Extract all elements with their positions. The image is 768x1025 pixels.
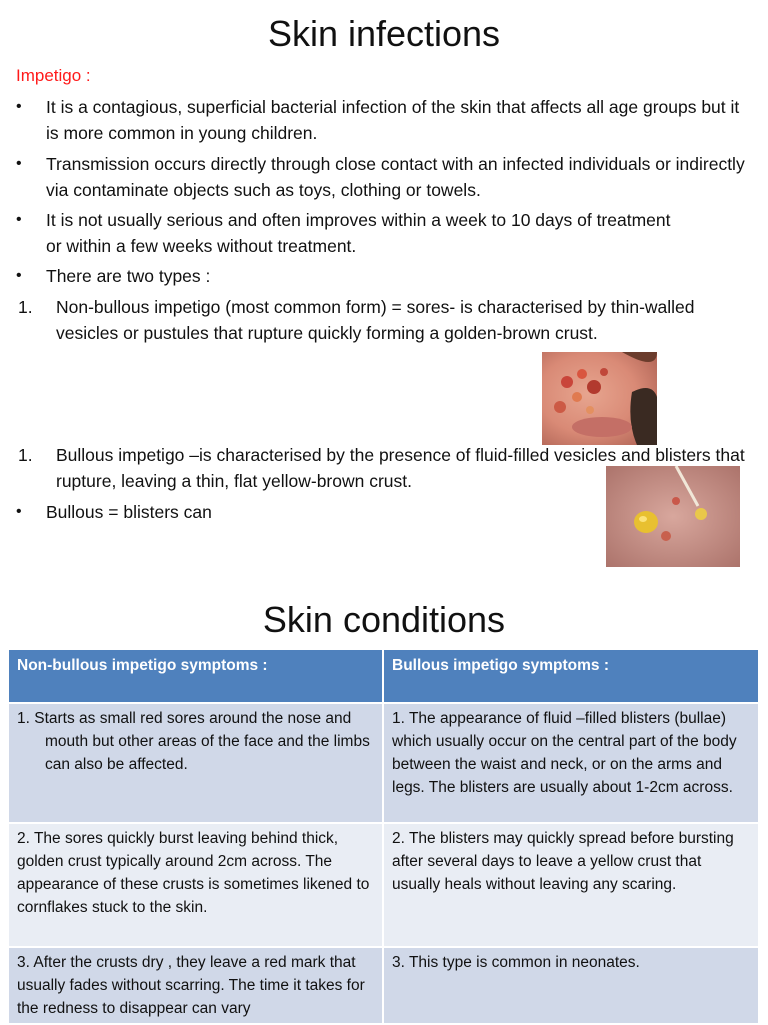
table-row xyxy=(8,947,759,1024)
number-marker: 1. xyxy=(18,297,33,317)
symptoms-table xyxy=(7,648,760,1025)
column-header: Non-bullous impetigo symptoms : xyxy=(8,649,383,703)
table-row xyxy=(8,823,759,947)
table-row xyxy=(8,703,759,823)
table-cell: 2. The blisters may quickly spread before bursting after several days to leave a yellow crust that usually heals without leaving any scaring. xyxy=(383,823,759,947)
numbered-item xyxy=(18,294,746,346)
table-cell: 1. The appearance of fluid –filled blisters (bullae) which usually occur on the central part of the body between the waist and neck, or on the arms and legs. The blisters are usually about 1-2cm across. xyxy=(383,703,759,823)
bullet-text: It is not usually serious and often improves within a week to 10 days of treatment or within a few weeks without treatment. xyxy=(46,210,671,256)
table-header-row xyxy=(8,649,759,703)
bullet-marker: • xyxy=(16,211,22,228)
bullet-text: There are two types : xyxy=(46,266,211,286)
bullet-text: Transmission occurs directly through close contact with an infected individuals or indirectly via contaminate objects such as toys, clothing or towels. xyxy=(46,154,745,200)
table-cell: 3. After the crusts dry , they leave a red mark that usually fades without scarring. The time it takes for the redness to disappear can vary xyxy=(8,947,383,1024)
slide-title: Skin infections xyxy=(267,13,501,54)
bullet-item xyxy=(16,94,746,146)
numbered-text: Bullous impetigo –is characterised by the presence of fluid-filled vesicles and blisters that rupture, leaving a thin, flat yellow-brown crust. xyxy=(56,445,745,491)
slide-skin-conditions xyxy=(0,590,768,1024)
bullet-text: It is a contagious, superficial bacterial infection of the skin that affects all age groups but it is more common in young children. xyxy=(46,97,740,143)
bullet-marker: • xyxy=(16,98,22,115)
table-cell: 1. Starts as small red sores around the nose and mouth but other areas of the face and the limbs can also be affected. xyxy=(8,703,383,823)
bullet-marker: • xyxy=(16,503,22,520)
non-bullous-impetigo-photo xyxy=(542,352,657,445)
bullet-text: Bullous = blisters can xyxy=(46,502,212,522)
table-cell: 3. This type is common in neonates. xyxy=(383,947,759,1024)
bullet-item xyxy=(16,207,686,259)
bullet-marker: • xyxy=(16,267,22,284)
column-header: Bullous impetigo symptoms : xyxy=(383,649,759,703)
bullet-marker: • xyxy=(16,155,22,172)
number-marker: 1. xyxy=(18,445,33,465)
bullet-item xyxy=(16,263,726,289)
bullet-item xyxy=(16,151,756,203)
numbered-text: Non-bullous impetigo (most common form) = sores- is characterised by thin-walled vesicles or pustules that rupture quickly forming a golden-brown crust. xyxy=(56,297,695,343)
slide-title: Skin conditions xyxy=(262,599,506,640)
bullous-impetigo-photo xyxy=(606,466,740,567)
bullet-item xyxy=(16,499,446,525)
impetigo-subheading: Impetigo : xyxy=(16,66,91,85)
table-cell: 2. The sores quickly burst leaving behind thick, golden crust typically around 2cm across. The appearance of these crusts is sometimes likened to cornflakes stuck to the skin. xyxy=(8,823,383,947)
